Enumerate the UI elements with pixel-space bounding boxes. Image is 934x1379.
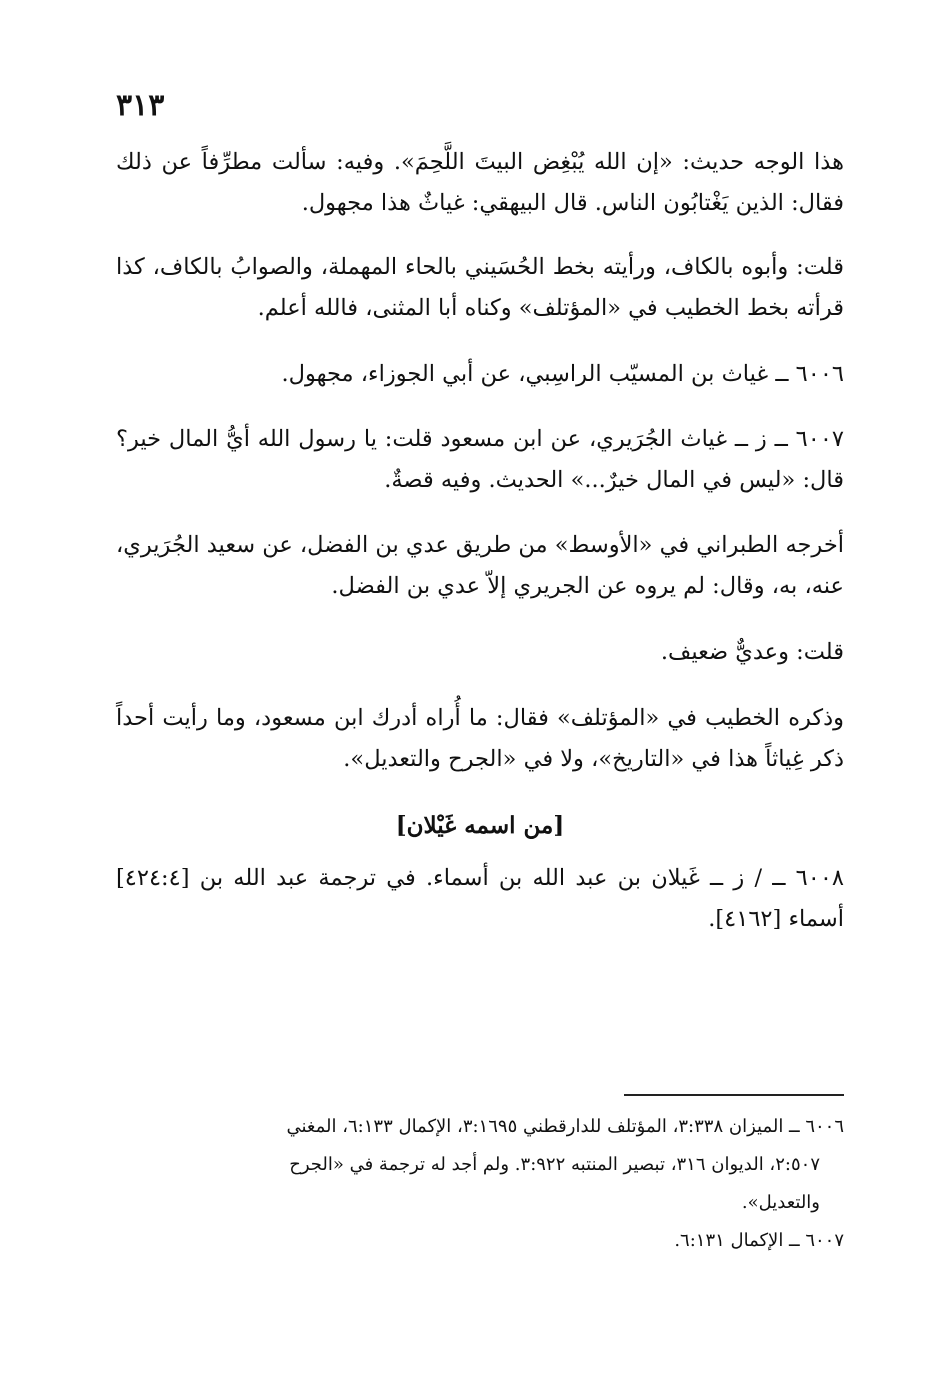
footnote-6006-line1: ٦٠٠٦ ــ الميزان ٣:٣٣٨، المؤتلف للدارقطني ٣:١٦٩٥، الإكمال ٦:١٣٣، المغني [286, 1116, 844, 1137]
page-number: ٣١٣ [116, 88, 165, 123]
paragraph-tabarani: أخرجه الطبراني في «الأوسط» من طريق عدي بن الفضل، عن سعيد الجُرَيري، عنه، به، وقال: لم يروه عن الجريري إلاّ عدي بن الفضل. [116, 532, 844, 599]
footnote-divider [624, 1094, 844, 1096]
footnote-6006-line2: ٢:٥٠٧، الديوان ٣١٦، تبصير المنتبه ٣:٩٢٢. ولم أجد له ترجمة في «الجرح [289, 1154, 820, 1175]
entry-6008: ٦٠٠٨ ــ / ز ــ غَيلان بن عبد الله بن أسماء. في ترجمة عبد الله بن [٤٢٤:٤] أسماء [٤١٦٢]. [116, 865, 844, 932]
footnotes [116, 1108, 844, 1260]
main-text [116, 142, 844, 940]
paragraph-khatib: وذكره الخطيب في «المؤتلف» فقال: ما أُراه أدرك ابن مسعود، وما رأيت أحداً ذكر غِياثاً هذا في «التاريخ»، ولا في «الجرح والتعديل». [116, 705, 844, 772]
footnote-6007: ٦٠٠٧ ــ الإكمال ٦:١٣١. [674, 1230, 844, 1251]
paragraph-adi-weak: قلت: وعديٌّ ضعيف. [660, 639, 844, 665]
footnote-6006-line3: والتعديل». [741, 1192, 820, 1213]
entry-6007: ٦٠٠٧ ــ ز ــ غياث الجُرَيري، عن ابن مسعود قلت: يا رسول الله أيُّ المال خير؟ قال: «ليس في المال خيرٌ...» الحديث. وفيه قصةٌ. [116, 426, 844, 493]
entry-6006: ٦٠٠٦ ــ غياث بن المسيّب الراسِبي، عن أبي الجوزاء، مجهول. [281, 361, 844, 387]
paragraph-note-father: قلت: وأبوه بالكاف، ورأيته بخط الحُسَيني بالحاء المهملة، والصوابُ بالكاف، كذا قرأته بخط الخطيب في «المؤتلف» وكناه أبا المثنى، فالله أعلم. [116, 254, 844, 321]
section-heading: [من اسمه غَيْلان] [395, 812, 565, 839]
paragraph-hadith: هذا الوجه حديث: «إن الله يُبْغِض البيتَ اللَّحِمَ». وفيه: سألت مطرِّفاً عن ذلك فقال: الذين يَغْتابُون الناس. قال البيهقي: غياثٌ هذا مجهول. [116, 149, 844, 216]
